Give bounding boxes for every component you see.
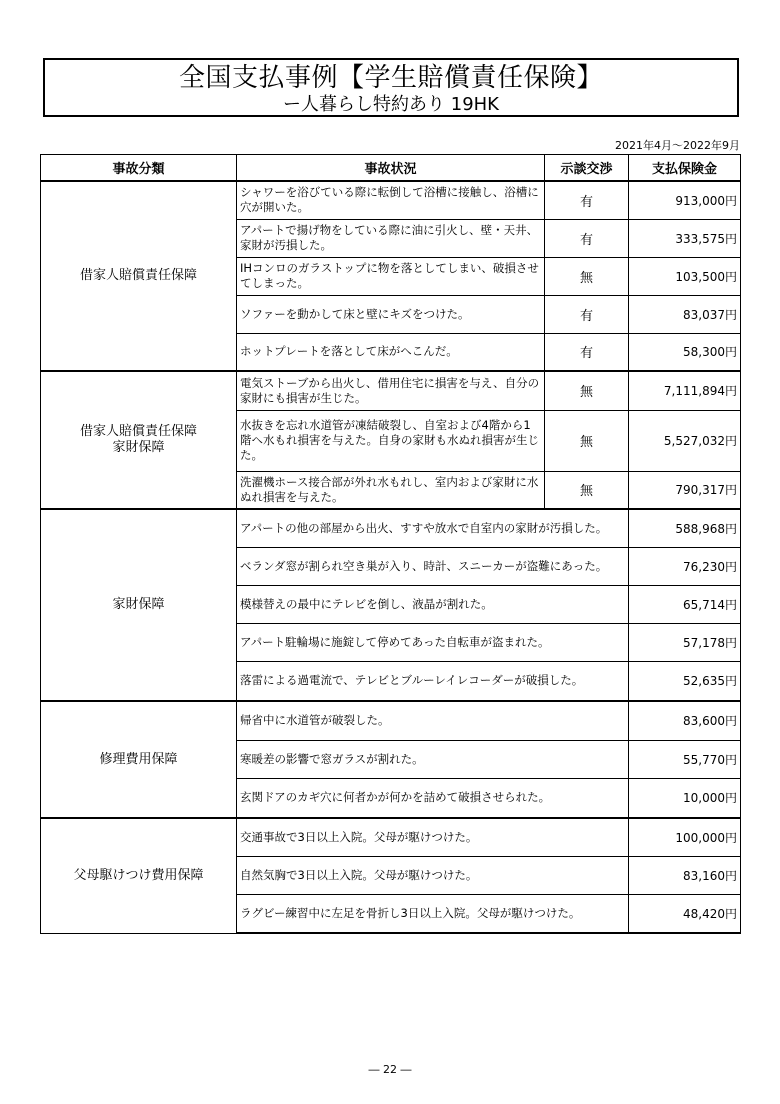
category-label: 修理費用保障 [99,751,178,767]
situation-cell: アパート駐輪場に施錠して停めてあった自転車が盗まれた。 [237,623,629,661]
situation-cell: ホットプレートを落として床がへこんだ。 [237,333,545,371]
amount-cell: 76,230円 [629,547,741,585]
amount-cell: 10,000円 [629,778,741,818]
amount-cell: 5,527,032円 [629,410,741,471]
negotiation-cell: 無 [545,410,629,471]
category-cell [41,181,237,371]
situation-cell: アパートで揚げ物をしている際に油に引火し、壁・天井、家財が汚損した。 [237,219,545,257]
amount-cell: 7,111,894円 [629,371,741,410]
category-label: 借家人賠償責任保障 [79,424,197,439]
amount-cell: 103,500円 [629,257,741,295]
amount-cell: 58,300円 [629,333,741,371]
amount-cell: 333,575円 [629,219,741,257]
table-row [41,371,741,410]
amount-cell: 57,178円 [629,623,741,661]
negotiation-cell: 有 [545,333,629,371]
amount-cell: 100,000円 [629,818,741,856]
category-cell [41,818,237,933]
category-label: 借家人賠償責任保障 [79,268,197,283]
header-negotiation: 示談交渉 [545,155,629,182]
negotiation-cell: 有 [545,295,629,333]
table-row [41,818,741,856]
period-label: 2021年4月～2022年9月 [615,139,740,152]
negotiation-cell: 無 [545,257,629,295]
page-subtitle: ー人暮らし特約あり 19HK [283,94,499,115]
negotiation-cell: 無 [545,371,629,410]
table-row [41,509,741,547]
category-label: 父母駆けつけ費用保障 [73,867,204,883]
situation-cell: 洗濯機ホース接合部が外れ水もれし、室内および家財に水ぬれ損害を与えた。 [237,471,545,509]
amount-cell: 52,635円 [629,661,741,701]
category-label: 家財保障 [112,597,165,612]
situation-cell: ラグビー練習中に左足を骨折し3日以上入院。父母が駆けつけた。 [237,894,629,933]
table-row [41,701,741,740]
page-title: 全国支払事例【学生賠償責任保険】 [178,63,603,93]
situation-cell: IHコンロのガラストップに物を落としてしまい、破損させてしまった。 [237,257,545,295]
situation-cell: ベランダ窓が割られ空き巣が入り、時計、スニーカーが盗難にあった。 [237,547,629,585]
amount-cell: 48,420円 [629,894,741,933]
situation-cell: 帰省中に水道管が破裂した。 [237,701,629,740]
header-category: 事故分類 [41,155,237,182]
amount-cell: 913,000円 [629,181,741,219]
category-label-2: 家財保障 [112,440,165,455]
amount-cell: 790,317円 [629,471,741,509]
situation-cell: ソファーを動かして床と壁にキズをつけた。 [237,295,545,333]
amount-cell: 83,600円 [629,701,741,740]
amount-cell: 588,968円 [629,509,741,547]
situation-cell: 電気ストーブから出火し、借用住宅に損害を与え、自分の家財にも損害が生じた。 [237,371,545,410]
table-header-row [41,155,741,182]
header-amount: 支払保険金 [629,155,741,182]
amount-cell: 65,714円 [629,585,741,623]
situation-cell: アパートの他の部屋から出火、すすや放水で自室内の家財が汚損した。 [237,509,629,547]
negotiation-cell: 無 [545,471,629,509]
amount-cell: 55,770円 [629,740,741,778]
situation-cell: シャワーを浴びている際に転倒して浴槽に接触し、浴槽に穴が開いた。 [237,181,545,219]
category-cell [41,371,237,509]
amount-cell: 83,160円 [629,856,741,894]
amount-cell: 83,037円 [629,295,741,333]
situation-cell: 落雷による過電流で、テレビとブルーレイレコーダーが破損した。 [237,661,629,701]
situation-cell: 交通事故で3日以上入院。父母が駆けつけた。 [237,818,629,856]
title-box [43,58,739,117]
situation-cell: 自然気胸で3日以上入院。父母が駆けつけた。 [237,856,629,894]
claims-table [40,154,741,934]
header-situation: 事故状況 [237,155,545,182]
category-cell [41,701,237,818]
negotiation-cell: 有 [545,181,629,219]
situation-cell: 玄関ドアのカギ穴に何者かが何かを詰めて破損させられた。 [237,778,629,818]
situation-cell: 模様替えの最中にテレビを倒し、液晶が割れた。 [237,585,629,623]
situation-cell: 寒暖差の影響で窓ガラスが割れた。 [237,740,629,778]
page-number: ― 22 ― [368,1063,412,1076]
category-cell [41,509,237,701]
negotiation-cell: 有 [545,219,629,257]
situation-cell: 水抜きを忘れ水道管が凍結破裂し、自室および4階から1階へ水もれ損害を与えた。自身の家財も水ぬれ損害が生じた。 [237,410,545,471]
table-row [41,181,741,219]
